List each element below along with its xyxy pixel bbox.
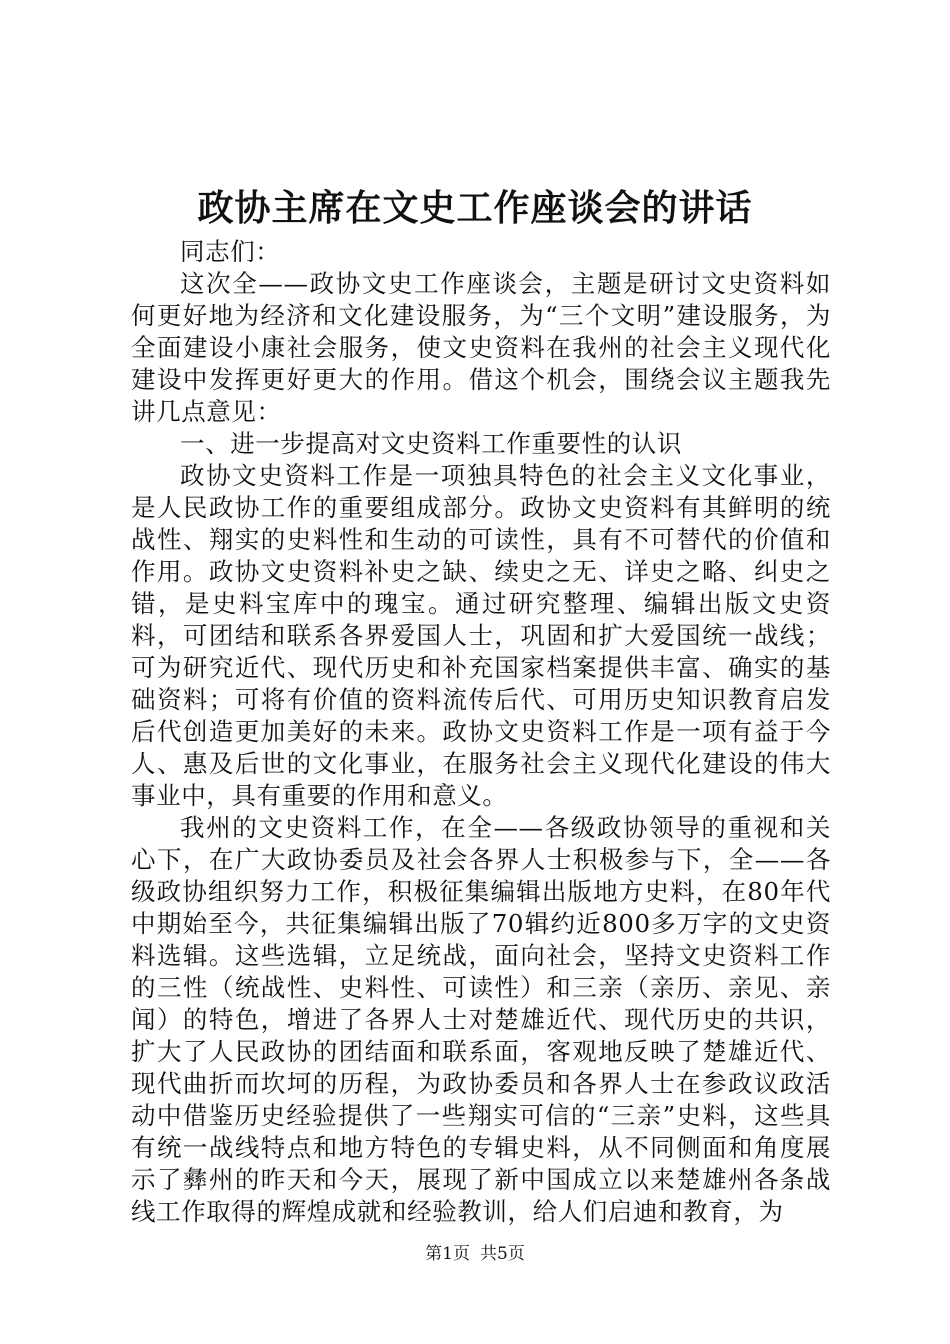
body-paragraph: 我州的文史资料工作，在全——各级政协领导的重视和关心下，在广大政协委员及社会各界人士积极参与下，全——各级政协组织努力工作，积极征集编辑出版地方史料，在80年代中期始至今，共征集编辑出版了70辑约近800多万字的文史资料选辑。这些选辑，立足统战，面向社会，坚持文史资料工作的三性（统战性、史料性、可读性）和三亲（亲历、亲见、亲闻）的特色，增进了各界人士对楚雄近代、现代历史的共识，扩大了人民政协的团结面和联系面，客观地反映了楚雄近代、现代曲折而坎坷的历程，为政协委员和各界人士在参政议政活动中借鉴历史经验提供了一些翔实可信的“三亲”史料，这些具有统一战线特点和地方特色的专辑史料，从不同侧面和角度展示了彝州的昨天和今天，展现了新中国成立以来楚雄州各条战线工作取得的辉煌成就和经验教训，给人们启迪和教育，为 (131, 813, 831, 1226)
page-number: 第1页 (425, 1244, 470, 1264)
document-body (131, 236, 831, 1228)
section-heading: 一、进一步提高对文史资料工作重要性的认识 (180, 429, 682, 458)
document-title: 政协主席在文史工作座谈会的讲话 (197, 188, 753, 229)
body-paragraph: 政协文史资料工作是一项独具特色的社会主义文化事业，是人民政协工作的重要组成部分。政协文史资料有其鲜明的统战性、翔实的史料性和生动的可读性，具有不可替代的价值和作用。政协文史资料补史之缺、续史之无、详史之略、纠史之错，是史料宝库中的瑰宝。通过研究整理、编辑出版文史资料，可团结和联系各界爱国人士，巩固和扩大爱国统一战线；可为研究近代、现代历史和补充国家档案提供丰富、确实的基础资料；可将有价值的资料流传后代、可用历史知识教育启发后代创造更加美好的未来。政协文史资料工作是一项有益于今人、惠及后世的文化事业，在服务社会主义现代化建设的伟大事业中，具有重要的作用和意义。 (131, 461, 831, 810)
salutation-paragraph: 同志们： (180, 237, 281, 266)
intro-paragraph: 这次全——政协文史工作座谈会，主题是研讨文史资料如何更好地为经济和文化建设服务，为“三个文明”建设服务，为全面建设小康社会服务，使文史资料在我州的社会主义现代化建设中发挥更好更大的作用。借这个机会，围绕会议主题我先讲几点意见： (131, 269, 831, 426)
page-total: 共5页 (480, 1244, 525, 1264)
page-footer (0, 1242, 950, 1266)
